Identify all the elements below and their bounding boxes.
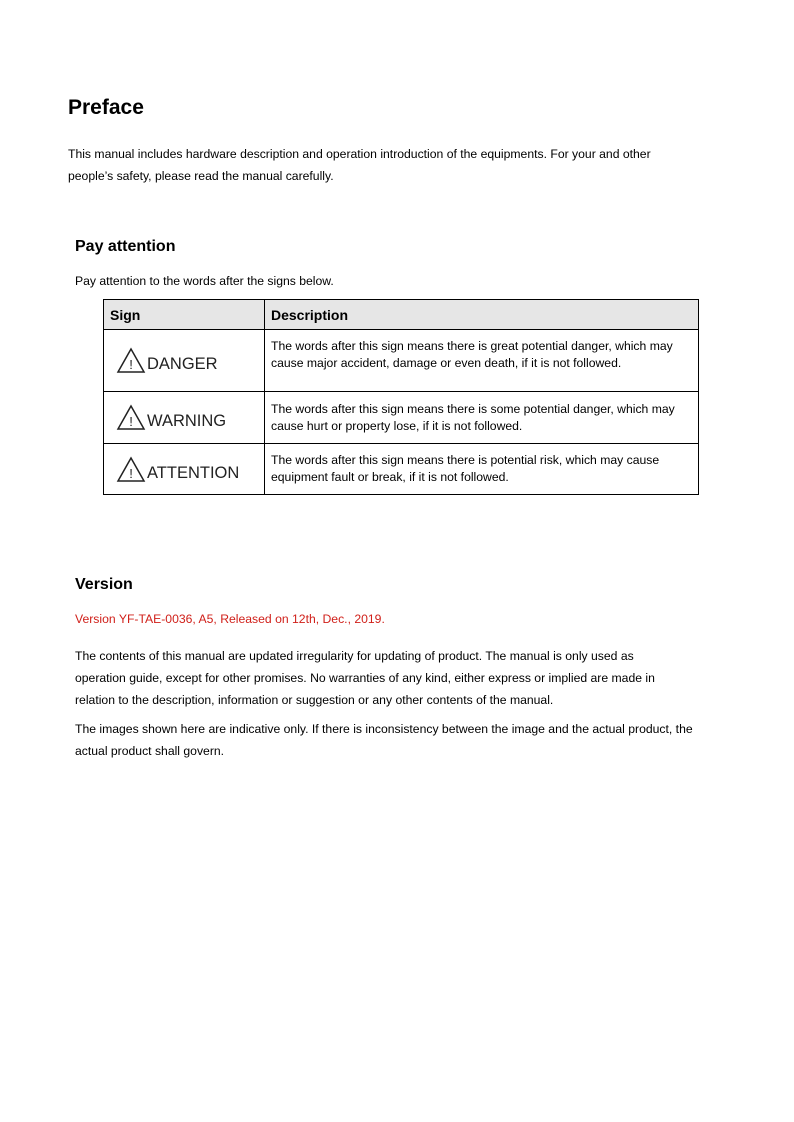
table-header-row	[104, 300, 699, 330]
table-row	[104, 330, 699, 392]
preface-title: Preface	[68, 96, 144, 119]
text-line: people’s safety, please read the manual carefully.	[68, 169, 334, 183]
description-line: The words after this sign means there is great potential danger, which may	[271, 338, 673, 353]
description-line: The words after this sign means there is some potential danger, which may	[271, 401, 675, 416]
version-para-2	[75, 718, 693, 762]
version-title: Version	[75, 576, 133, 593]
description-line: cause major accident, damage or even death, if it is not followed.	[271, 355, 622, 370]
warning-triangle-icon	[116, 456, 146, 483]
description-line: equipment fault or break, if it is not followed.	[271, 470, 509, 484]
sign-label: WARNING	[147, 412, 227, 430]
pay-attention-title: Pay attention	[75, 238, 176, 255]
text-line: The images shown here are indicative only. If there is inconsistency between the image and the actual product, the	[75, 722, 693, 736]
text-line: relation to the description, information or suggestion or any other contents of the manual.	[75, 693, 554, 707]
table-row	[104, 444, 699, 495]
sign-warning	[116, 404, 258, 431]
version-release: Version YF-TAE-0036, A5, Released on 12th, Dec., 2019.	[75, 612, 385, 626]
sign-label: DANGER	[147, 355, 218, 373]
description-line: cause hurt or property lose, if it is not followed.	[271, 418, 523, 433]
svg-text:!: !	[129, 414, 133, 429]
sign-danger	[116, 347, 258, 374]
table-row	[104, 392, 699, 444]
warning-triangle-icon	[116, 347, 146, 374]
sign-attention	[116, 456, 258, 483]
svg-text:!: !	[129, 465, 133, 481]
svg-text:!: !	[129, 357, 133, 372]
description-line: The words after this sign means there is potential risk, which may cause	[271, 453, 660, 467]
signs-table	[103, 299, 699, 495]
header-sign: Sign	[104, 300, 265, 330]
text-line: actual product shall govern.	[75, 744, 225, 758]
sign-label: ATTENTION	[147, 463, 240, 482]
text-line: This manual includes hardware description and operation introduction of the equipments. For your and other	[68, 147, 651, 161]
preface-text	[68, 143, 651, 187]
warning-triangle-icon	[116, 404, 146, 431]
version-para-1	[75, 645, 655, 711]
pay-attention-intro: Pay attention to the words after the signs below.	[75, 274, 334, 288]
header-description: Description	[265, 300, 699, 330]
text-line: operation guide, except for other promises. No warranties of any kind, either express or implied are made in	[75, 671, 655, 685]
text-line: The contents of this manual are updated irregularity for updating of product. The manual is only used as	[75, 649, 634, 663]
